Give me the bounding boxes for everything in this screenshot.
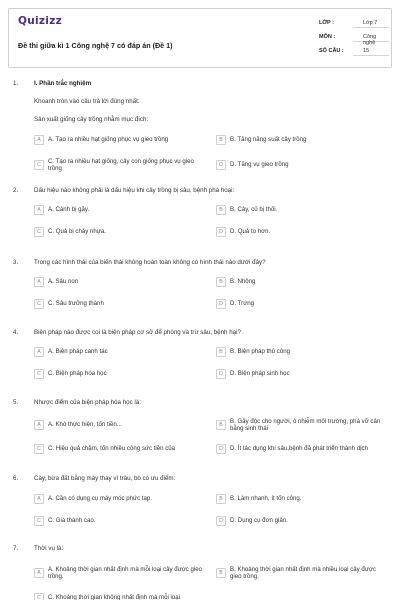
question-text: Thời vụ là: [34, 545, 64, 552]
option-d[interactable] [216, 296, 386, 312]
option-c[interactable] [34, 366, 204, 382]
option-text: D. Tăng vụ gieo trồng [230, 161, 289, 169]
option-letter: D [216, 516, 226, 526]
meta-row-class [319, 17, 389, 31]
option-text: C. Sâu trưởng thành [48, 300, 104, 308]
option-letter: C [34, 516, 44, 526]
option-text: B. Khoảng thời gian nhất định mà nhiều loại cây được gieo trồng. [230, 565, 376, 580]
question-instruction: Khoanh tròn vào câu trả lời đúng nhất: [34, 98, 140, 105]
option-c[interactable] [34, 224, 204, 240]
meta-label: SỐ CÂU : [319, 48, 344, 54]
option-c[interactable] [34, 441, 214, 457]
question-prompt: Sản xuất giống cây trồng nhằm mục đích: [34, 116, 149, 123]
question-number: 4. [13, 329, 19, 336]
worksheet-header [8, 8, 392, 68]
option-d[interactable] [216, 513, 386, 529]
option-letter: D [216, 369, 226, 379]
option-letter: B [216, 568, 226, 578]
option-letter: C [34, 227, 44, 237]
option-text: C. Giá thành cao. [48, 517, 96, 525]
option-b[interactable] [216, 202, 386, 218]
option-letter: A [34, 420, 44, 430]
option-letter: D [216, 299, 226, 309]
option-b[interactable] [216, 344, 386, 360]
option-text: A. Khó thực hiện, tốn tiền... [48, 421, 122, 429]
option-letter: A [34, 568, 44, 578]
option-letter: C [34, 444, 44, 454]
option-text: C. Biện pháp hóa học [48, 370, 107, 378]
meta-label: LỚP : [319, 20, 334, 26]
option-b[interactable] [216, 414, 392, 436]
option-letter: B [216, 205, 226, 215]
option-letter: C [34, 593, 44, 600]
question-text: I. Phần trắc nghiệm [34, 80, 92, 87]
option-text: C. Khoảng thời gian không nhất định mà mỗi loại [48, 594, 181, 600]
option-letter: A [34, 494, 44, 504]
meta-value: Lớp 7 [353, 17, 389, 28]
question-text: Dấu hiệu nào không phải là dấu hiệu khi cây trồng bị sâu, bệnh phá hoại: [34, 187, 235, 194]
option-text: A. Biện pháp canh tác [48, 348, 108, 356]
quizizz-logo: Quizizz [18, 15, 63, 27]
option-a[interactable] [34, 491, 204, 507]
option-text: A. Cần có dụng cụ máy móc phức tạp. [48, 495, 153, 503]
option-letter: B [216, 420, 226, 430]
question-text: Nhược điểm của biện pháp hóa học là: [34, 399, 141, 406]
option-a[interactable] [34, 344, 204, 360]
option-a[interactable] [34, 202, 204, 218]
option-letter: A [34, 347, 44, 357]
option-text: B. Tăng năng suất cây trồng [230, 136, 307, 144]
option-letter: B [216, 347, 226, 357]
option-c[interactable] [34, 590, 206, 600]
option-letter: B [216, 135, 226, 145]
option-c[interactable] [34, 154, 209, 176]
option-text: C. Hiệu quả chậm, tốn nhiều công sức tiền của [48, 445, 176, 453]
question-number: 6. [13, 475, 19, 482]
question-number: 3. [13, 259, 19, 266]
meta-row-subject [319, 31, 389, 45]
question-number: 2. [13, 187, 19, 194]
question-number: 1. [13, 80, 19, 87]
option-a[interactable] [34, 417, 204, 433]
meta-box [319, 17, 389, 59]
option-text: B. Biện pháp thủ công [230, 348, 290, 356]
option-letter: B [216, 277, 226, 287]
option-text: B. Nhộng [230, 278, 256, 286]
option-text: A. Cành bị gãy. [48, 206, 90, 214]
option-a[interactable] [34, 132, 204, 148]
question-text: Biện pháp nào được coi là biện pháp cơ sở để phòng và trừ sâu, bệnh hại? [34, 329, 241, 336]
option-text: D. Ít tác dụng khi sâu,bệnh đã phát triển thành dịch [230, 445, 368, 453]
option-d[interactable] [216, 224, 386, 240]
option-letter: A [34, 277, 44, 287]
option-letter: B [216, 494, 226, 504]
option-letter: C [34, 369, 44, 379]
option-b[interactable] [216, 274, 386, 290]
option-d[interactable] [216, 154, 386, 176]
option-text: C. Quả bị chảy nhựa. [48, 228, 106, 236]
option-text: D. Trứng [230, 300, 255, 308]
option-letter: A [34, 135, 44, 145]
option-d[interactable] [216, 441, 396, 457]
option-text: B. Làm nhanh, ít tốn công. [230, 495, 302, 503]
option-text: D. Quả to hơn. [230, 228, 271, 236]
meta-value: 15 [353, 45, 389, 56]
option-d[interactable] [216, 366, 386, 382]
meta-value: Công nghệ [353, 31, 389, 42]
option-b[interactable] [216, 562, 388, 584]
question-text: Cày, bừa đất bằng máy thay vì trâu, bò có ưu điểm: [34, 475, 176, 482]
question-text: Trong các hình thái của biến thái không hoàn toàn không có hình thái nào dưới đây? [34, 259, 266, 266]
meta-label: MÔN : [319, 34, 336, 40]
option-text: B. Cây, củ bị thối. [230, 206, 278, 214]
meta-row-count [319, 45, 389, 59]
option-text: C. Tạo ra nhiều hạt giống, cây con giống phục vụ gieo trồng [48, 157, 194, 172]
option-text: A. Tạo ra nhiều hạt giống phục vụ gieo trồng [48, 136, 169, 144]
option-c[interactable] [34, 513, 204, 529]
page-title: Đề thi giữa kì 1 Công nghệ 7 có đáp án (Đề 1) [18, 41, 173, 50]
option-text: D. Dụng cụ đơn giản. [230, 517, 288, 525]
option-a[interactable] [34, 562, 206, 584]
option-a[interactable] [34, 274, 204, 290]
option-text: A. Khoảng thời gian nhất định mà mỗi loại cây được gieo trồng. [48, 565, 203, 580]
option-text: D. Biện pháp sinh học [230, 370, 290, 378]
option-letter: D [216, 444, 226, 454]
option-letter: C [34, 160, 44, 170]
option-letter: D [216, 227, 226, 237]
option-text: A. Sâu non [48, 278, 79, 286]
option-text: B. Gây độc cho người, ô nhiễm môi trường, phá vỡ cân bằng sinh thái [230, 417, 381, 432]
option-letter: D [216, 160, 226, 170]
option-c[interactable] [34, 296, 204, 312]
option-letter: A [34, 205, 44, 215]
question-number: 5. [13, 399, 19, 406]
option-b[interactable] [216, 132, 386, 148]
question-number: 7. [13, 545, 19, 552]
option-letter: C [34, 299, 44, 309]
option-b[interactable] [216, 491, 386, 507]
